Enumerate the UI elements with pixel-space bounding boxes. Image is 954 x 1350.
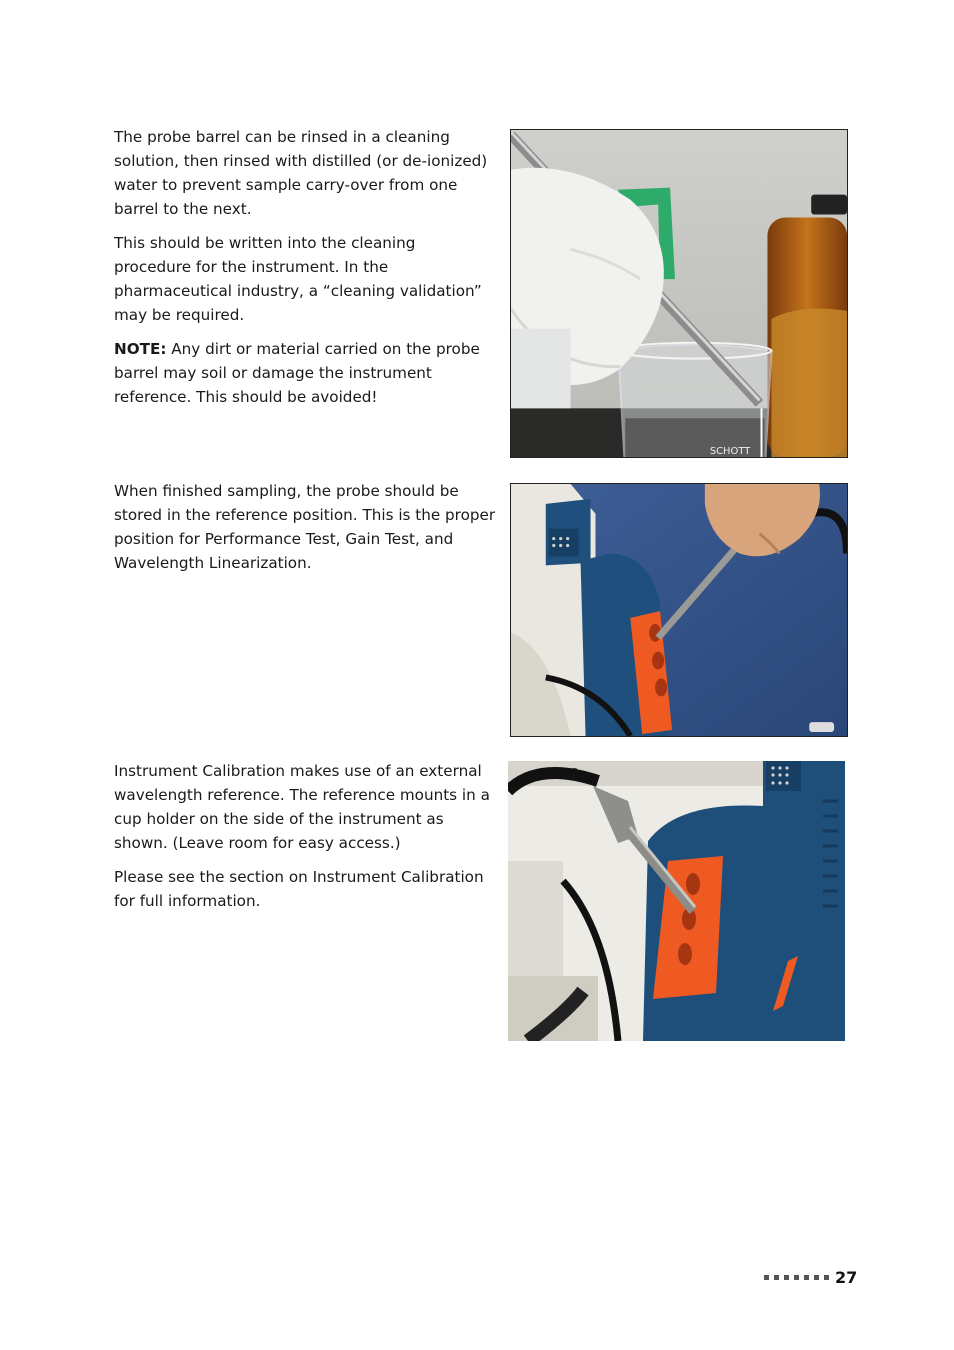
- storage-paragraph: When finished sampling, the probe should be stored in the reference position. This is the proper position for Performance Test, Gain Test, and Wavelength Linearization.: [114, 482, 496, 572]
- schott-logo-text: SCHOTT: [709, 446, 751, 457]
- note-paragraph: [114, 337, 496, 409]
- photo-reference-cup-holder: [508, 761, 845, 1041]
- note-text: Any dirt or material carried on the probe barrel may soil or damage the instrument reference. This should be avoided!: [114, 340, 480, 406]
- rinse-paragraph: The probe barrel can be rinsed in a cleaning solution, then rinsed with distilled (or de-ionized) water to prevent sample carry-over from one barrel to the next.: [114, 128, 488, 218]
- page-number: 27: [835, 1268, 858, 1287]
- page-footer: [764, 1268, 857, 1287]
- photo-probe-rinsing: [510, 129, 848, 458]
- section-rinse-text: [114, 125, 496, 419]
- calibration-reference-paragraph: Please see the section on Instrument Calibration for full information.: [114, 868, 484, 910]
- footer-dots: [764, 1275, 829, 1280]
- cleaning-procedure-paragraph: This should be written into the cleaning procedure for the instrument. In the pharmaceutical industry, a “cleaning validation” may be required.: [114, 234, 482, 324]
- note-label: NOTE:: [114, 340, 167, 358]
- section-storage-text: [114, 479, 496, 585]
- calibration-paragraph: Instrument Calibration makes use of an external wavelength reference. The reference mounts in a cup holder on the side of the instrument as shown. (Leave room for easy access.): [114, 762, 490, 852]
- section-calibration-text: [114, 759, 496, 923]
- photo-probe-reference-position: [510, 483, 848, 737]
- foss-logo-text: FOSS: [546, 766, 579, 779]
